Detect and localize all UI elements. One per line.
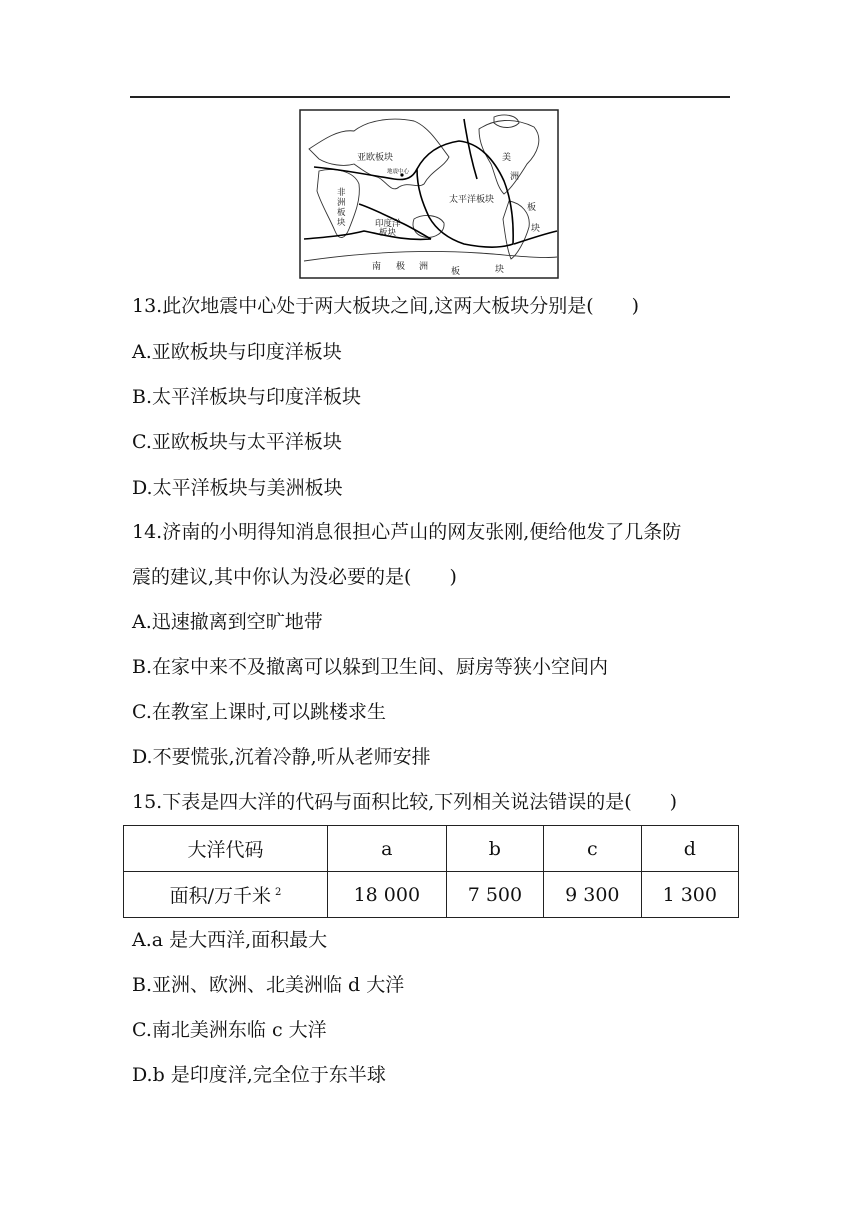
q14-stem-line1: 14.济南的小明得知消息很担心芦山的网友张刚,便给他发了几条防 — [132, 521, 682, 543]
q13-option-a[interactable]: A.亚欧板块与印度洋板块 — [132, 341, 342, 363]
header-rule — [130, 96, 730, 98]
map-label-africa-4: 块 — [337, 218, 346, 228]
q14-option-a[interactable]: A.迅速撤离到空旷地带 — [132, 611, 323, 633]
table-cell-area-b: 7 500 — [446, 872, 543, 918]
q13-option-b[interactable]: B.太平洋板块与印度洋板块 — [132, 386, 362, 408]
plate-map — [299, 109, 559, 279]
map-label-africa-2: 洲 — [337, 198, 346, 208]
map-label-pacific: 太平洋板块 — [449, 195, 495, 205]
map-label-antarctic-1: 南 — [372, 262, 382, 272]
q15-option-a[interactable]: A.a 是大西洋,面积最大 — [132, 929, 328, 951]
table-row — [124, 826, 739, 872]
map-label-america-3: 板 — [527, 203, 537, 213]
q14-option-b[interactable]: B.在家中来不及撤离可以躲到卫生间、厨房等狭小空间内 — [132, 656, 609, 678]
q15-option-d[interactable]: D.b 是印度洋,完全位于东半球 — [132, 1064, 386, 1086]
map-label-antarctic-3: 洲 — [419, 262, 429, 272]
q15-stem: 15.下表是四大洋的代码与面积比较,下列相关说法错误的是( ) — [132, 791, 678, 813]
map-label-america-2: 洲 — [510, 172, 520, 182]
map-label-antarctic-5: 块 — [495, 265, 505, 275]
q13-option-c[interactable]: C.亚欧板块与太平洋板块 — [132, 431, 342, 453]
q14-option-d[interactable]: D.不要慌张,沉着冷静,听从老师安排 — [132, 746, 431, 768]
map-label-africa-3: 板 — [337, 208, 346, 218]
table-cell-code-b: b — [446, 826, 543, 872]
area-unit-superscript: 2 — [275, 886, 282, 898]
table-cell-area-d: 1 300 — [641, 872, 738, 918]
q15-option-c[interactable]: C.南北美洲东临 c 大洋 — [132, 1019, 327, 1041]
q13-stem: 13.此次地震中心处于两大板块之间,这两大板块分别是( ) — [132, 295, 640, 317]
table-row — [124, 872, 739, 918]
map-label-antarctic-4: 板 — [451, 267, 461, 277]
q13-option-d[interactable]: D.太平洋板块与美洲板块 — [132, 477, 343, 499]
q15-option-b[interactable]: B.亚洲、欧洲、北美洲临 d 大洋 — [132, 974, 405, 996]
q14-option-c[interactable]: C.在教室上课时,可以跳楼求生 — [132, 701, 386, 723]
map-label-antarctic-2: 极 — [396, 262, 406, 272]
table-cell-code-c: c — [544, 826, 641, 872]
map-label-america-1: 美 — [502, 153, 512, 163]
map-label-indian-2: 板块 — [379, 228, 397, 238]
table-cell-area-c: 9 300 — [544, 872, 641, 918]
q14-stem-line2: 震的建议,其中你认为没必要的是( ) — [132, 566, 457, 588]
table-cell-header-code: 大洋代码 — [124, 826, 328, 872]
area-header-label: 面积/万千米 — [169, 885, 272, 907]
map-label-indian-1: 印度洋 — [375, 219, 401, 229]
table-cell-header-area — [124, 872, 328, 918]
map-label-eurasia: 亚欧板块 — [357, 153, 394, 163]
table-cell-area-a: 18 000 — [328, 872, 447, 918]
table-cell-code-a: a — [328, 826, 447, 872]
ocean-table — [123, 825, 739, 918]
map-label-africa-1: 非 — [337, 188, 346, 198]
table-cell-code-d: d — [641, 826, 738, 872]
map-label-epicenter: 地震中心 — [387, 169, 410, 175]
map-label-america-4: 块 — [531, 224, 541, 234]
